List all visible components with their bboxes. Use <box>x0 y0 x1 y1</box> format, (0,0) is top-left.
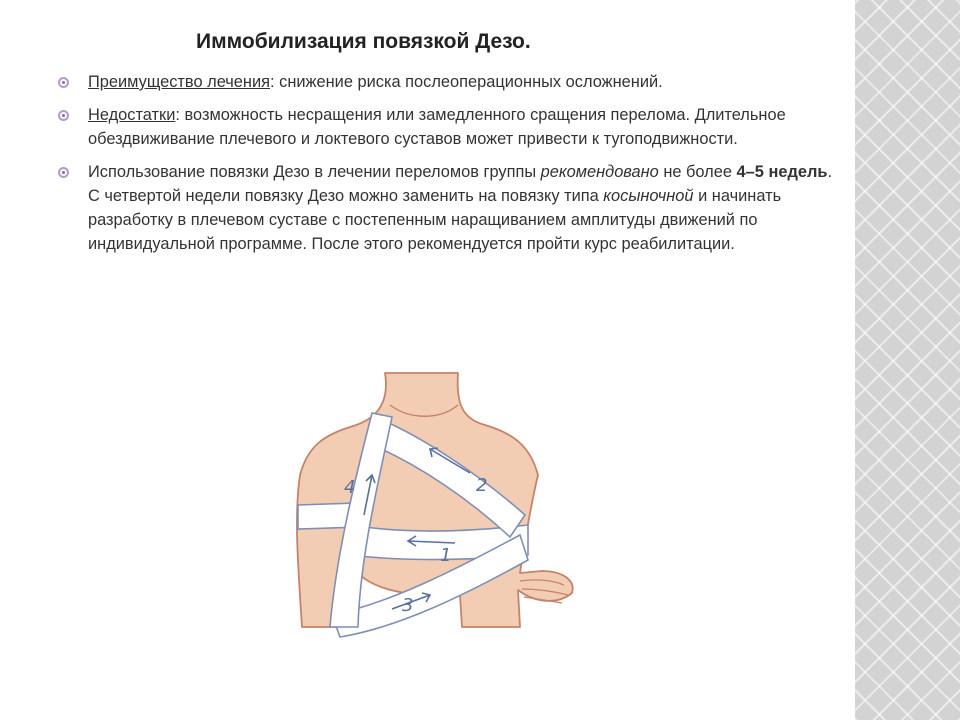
bullet-disadvantages <box>58 103 848 151</box>
bullet-text: : возможность несращения или замедленного сращения перелома. Длительное обездвиживание плечевого и локтевого суставов может привести к тугоподвижности. <box>88 106 786 148</box>
decorative-side-strip <box>855 0 960 720</box>
bullet-list <box>58 70 848 265</box>
bullet-text: не более <box>658 163 737 181</box>
bullet-text: : снижение риска послеоперационных осложнений. <box>270 73 663 91</box>
bullet-text-bold: 4–5 недель <box>736 163 828 181</box>
bullet-advantage <box>58 70 848 94</box>
band-label-4: 4 <box>344 477 356 498</box>
band-label-3: 3 <box>402 595 414 616</box>
bullet-usage <box>58 160 848 256</box>
bullet-text: и начинать разработку в плечевом суставе с постепенным наращиванием амплитуды движений по индивидуальной программе. После этого рекомендуется пройти курс реабилитации. <box>88 187 782 253</box>
bullet-label: Недостатки <box>88 106 176 124</box>
band-label-2: 2 <box>476 475 488 496</box>
bullet-text: . С четвертой недели повязку Дезо можно заменить на повязку типа <box>88 163 833 205</box>
bullet-circle-icon <box>58 77 69 88</box>
bullet-circle-icon <box>58 167 69 178</box>
bullet-text-italic: косыночной <box>603 187 694 205</box>
band-label-1: 1 <box>440 545 452 566</box>
dezo-bandage-illustration <box>280 365 580 645</box>
bullet-circle-icon <box>58 110 69 121</box>
bullet-label: Преимущество лечения <box>88 73 271 91</box>
slide-title: Иммобилизация повязкой Дезо. <box>196 30 531 53</box>
bullet-text-italic: рекомендовано <box>540 163 659 181</box>
bullet-text: Использование повязки Дезо в лечении переломов группы <box>88 163 541 181</box>
